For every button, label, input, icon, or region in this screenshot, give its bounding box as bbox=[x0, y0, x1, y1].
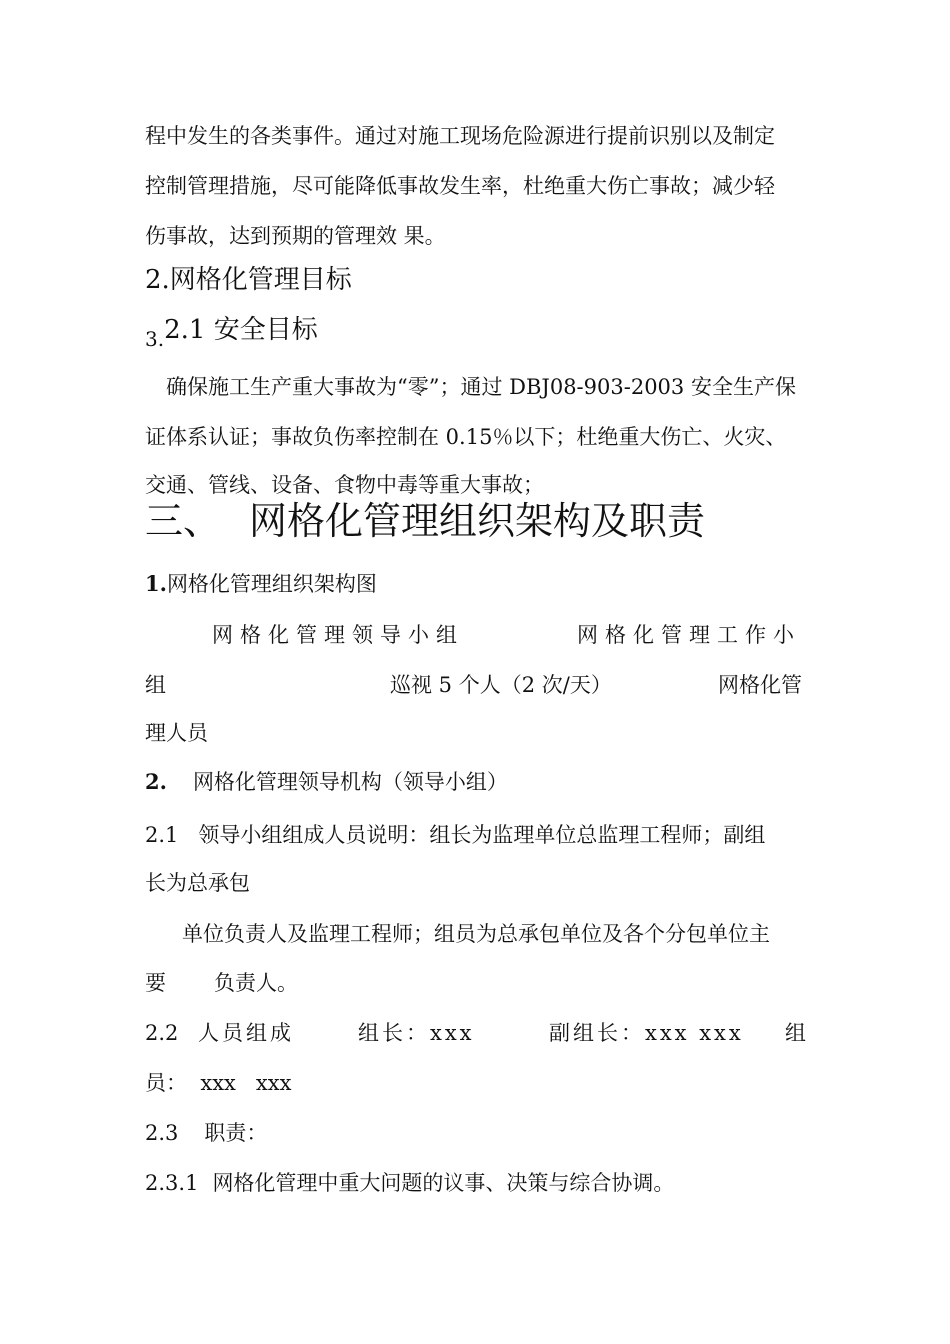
personnel-label: 人员组成 bbox=[198, 1021, 294, 1045]
chapter-heading bbox=[145, 498, 705, 544]
subsection-text: 职责： bbox=[204, 1121, 268, 1145]
deputy-leader: 副组长：xxx xxx bbox=[549, 1021, 744, 1045]
org-staff-cont: 理人员 bbox=[145, 721, 208, 745]
members: 员： xxx xxx bbox=[145, 1071, 292, 1095]
paragraph-line: 伤事故，达到预期的管理效 果。 bbox=[145, 224, 446, 248]
org-leader-group: 网格化管理领导小组 bbox=[212, 623, 464, 647]
subsection-number: 2.3.1 bbox=[145, 1171, 199, 1195]
section-heading bbox=[145, 768, 508, 796]
heading-safety-goal bbox=[145, 313, 318, 351]
org-staff: 网格化管 bbox=[718, 673, 802, 697]
heading-text: 2.1 安全目标 bbox=[164, 315, 318, 345]
chapter-title: 网格化管理组织架构及职责 bbox=[249, 499, 706, 543]
heading-prefix: 3. bbox=[145, 327, 165, 351]
paragraph-line: 程中发生的各类事件。通过对施工现场危险源进行提前识别以及制定 bbox=[145, 124, 775, 148]
org-work-group: 网格化管理工作小 bbox=[577, 623, 801, 647]
text-fragment: 要 bbox=[145, 971, 166, 995]
paragraph-line: 确保施工生产重大事故为“零”；通过 DBJ08-903-2003 安全生产保 bbox=[166, 375, 796, 399]
heading-management-goal: 2.网格化管理目标 bbox=[145, 265, 352, 295]
subsection-number: 2.1 bbox=[145, 823, 179, 847]
paragraph-line: 交通、管线、设备、食物中毒等重大事故； bbox=[145, 473, 544, 497]
subsection-number: 2.2 bbox=[145, 1021, 179, 1045]
members-label: 组 bbox=[785, 1021, 806, 1045]
section-title: 网格化管理组织架构图 bbox=[166, 572, 377, 596]
paragraph-line: 长为总承包 bbox=[145, 871, 250, 895]
section-title: 网格化管理领导机构（领导小组） bbox=[192, 770, 508, 794]
text-fragment: 负责人。 bbox=[214, 971, 298, 995]
subsection-text: 网格化管理中重大问题的议事、决策与综合协调。 bbox=[212, 1171, 675, 1195]
section-number: 2. bbox=[145, 769, 167, 794]
paragraph-line: 证体系认证；事故负伤率控制在 0.15％以下；杜绝重大伤亡、火灾、 bbox=[145, 425, 787, 449]
org-work-group-cont: 组 bbox=[145, 673, 166, 697]
org-patrol: 巡视 5 个人（2 次/天） bbox=[390, 673, 612, 697]
subsection-text: 领导小组组成人员说明：组长为监理单位总监理工程师；副组 bbox=[198, 823, 766, 847]
paragraph-line bbox=[145, 969, 298, 997]
subsection-number: 2.3 bbox=[145, 1121, 179, 1145]
chapter-number: 三、 bbox=[145, 499, 222, 543]
subsection-line bbox=[145, 821, 765, 849]
paragraph-line: 单位负责人及监理工程师；组员为总承包单位及各个分包单位主 bbox=[182, 922, 770, 946]
subsection-line bbox=[145, 1169, 674, 1197]
group-leader: 组长：xxx bbox=[358, 1021, 475, 1045]
subsection-line bbox=[145, 1119, 267, 1147]
section-number: 1. bbox=[145, 571, 167, 596]
section-heading bbox=[145, 570, 377, 598]
paragraph-line: 控制管理措施，尽可能降低事故发生率，杜绝重大伤亡事故；减少轻 bbox=[145, 174, 775, 198]
